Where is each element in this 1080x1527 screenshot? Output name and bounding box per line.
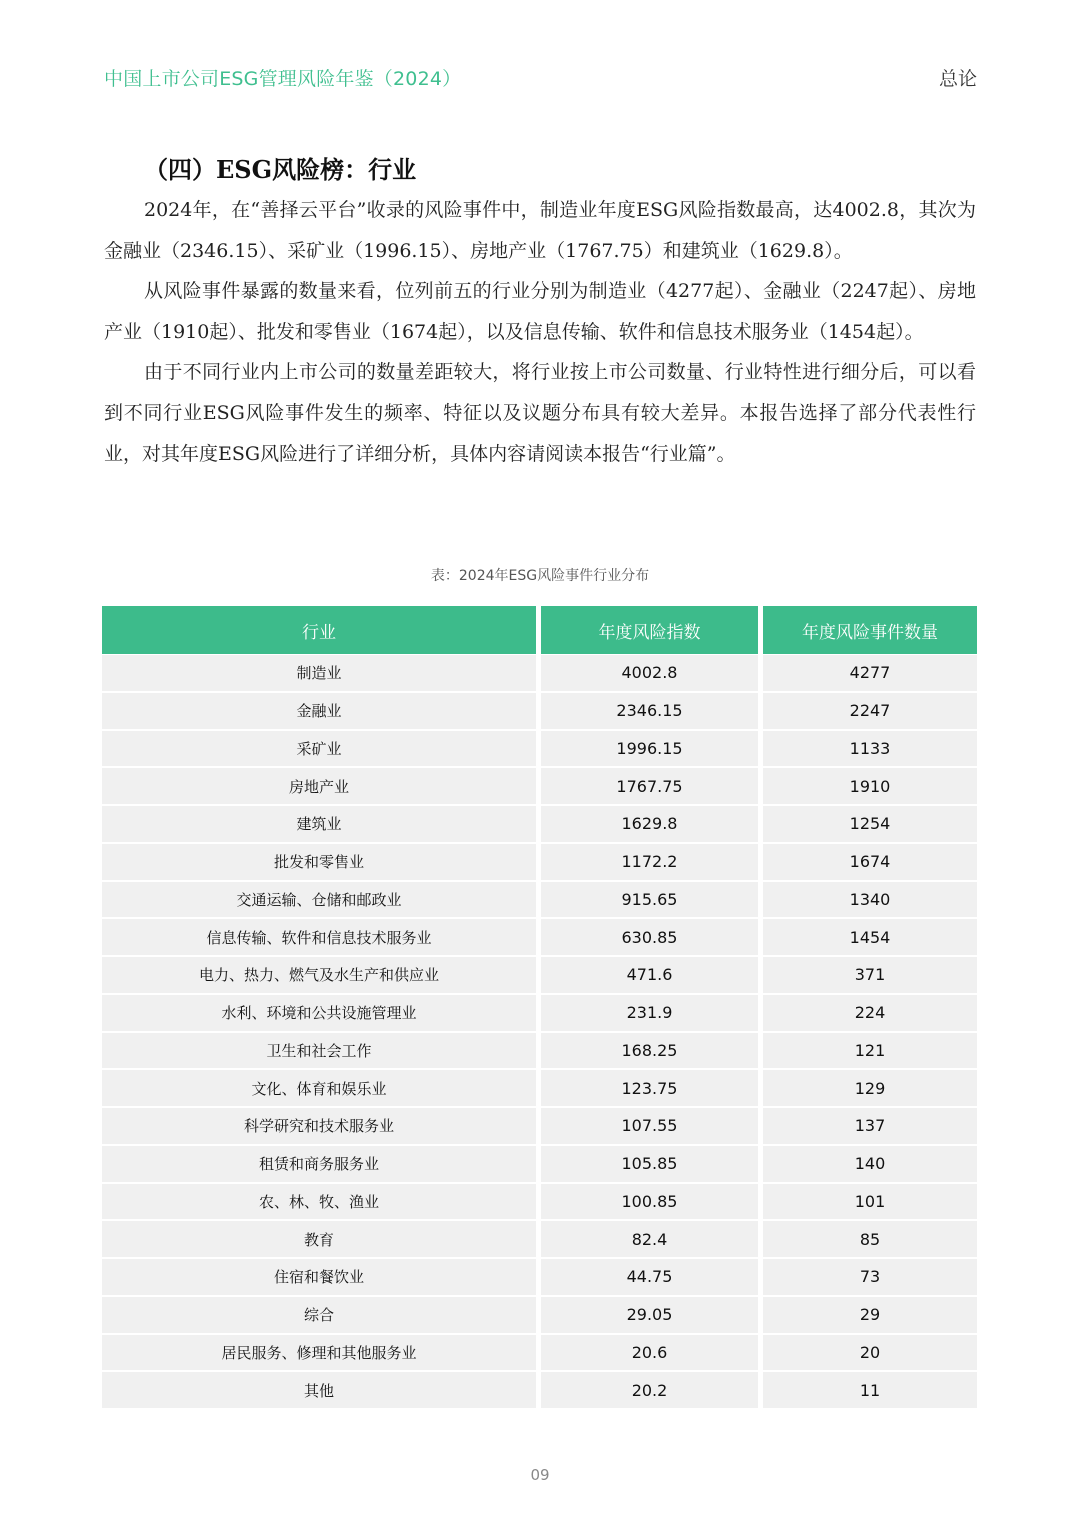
event-count-cell: 371 — [763, 957, 977, 995]
event-count-cell: 1454 — [763, 919, 977, 957]
risk-index-cell: 1172.2 — [541, 844, 758, 882]
risk-index-cell: 1767.75 — [541, 768, 758, 806]
table-row — [102, 1033, 977, 1071]
risk-index-cell: 231.9 — [541, 995, 758, 1033]
table-row — [102, 655, 977, 693]
section-title: （四）ESG风险榜：行业 — [144, 155, 417, 184]
industry-cell: 水利、环境和公共设施管理业 — [102, 995, 536, 1033]
table-row — [102, 1297, 977, 1335]
industry-cell: 房地产业 — [102, 768, 536, 806]
risk-index-cell: 107.55 — [541, 1108, 758, 1146]
risk-index-cell: 1996.15 — [541, 731, 758, 769]
table-row — [102, 806, 977, 844]
event-count-cell: 129 — [763, 1070, 977, 1108]
industry-cell: 信息传输、软件和信息技术服务业 — [102, 919, 536, 957]
risk-index-cell: 105.85 — [541, 1146, 758, 1184]
risk-index-cell: 100.85 — [541, 1184, 758, 1222]
event-count-cell: 1674 — [763, 844, 977, 882]
industry-cell: 农、林、牧、渔业 — [102, 1184, 536, 1222]
event-count-cell: 20 — [763, 1335, 977, 1373]
industry-cell: 租赁和商务服务业 — [102, 1146, 536, 1184]
column-header-event-count: 年度风险事件数量 — [763, 606, 977, 654]
table-row — [102, 1259, 977, 1297]
paragraph-1: 2024年，在“善择云平台”收录的风险事件中，制造业年度ESG风险指数最高，达4002.8，其次为金融业（2346.15）、采矿业（1996.15）、房地产业（1767.75）和建筑业（1629.8）。 — [104, 199, 976, 262]
event-count-cell: 11 — [763, 1372, 977, 1410]
event-count-cell: 121 — [763, 1033, 977, 1071]
table-row — [102, 1108, 977, 1146]
event-count-cell: 101 — [763, 1184, 977, 1222]
event-count-cell: 85 — [763, 1221, 977, 1259]
table-row — [102, 1221, 977, 1259]
industry-cell: 综合 — [102, 1297, 536, 1335]
event-count-cell: 1133 — [763, 731, 977, 769]
table-row — [102, 1372, 977, 1410]
industry-cell: 住宿和餐饮业 — [102, 1259, 536, 1297]
event-count-cell: 137 — [763, 1108, 977, 1146]
table-row — [102, 882, 977, 920]
page-number: 09 — [530, 1466, 550, 1484]
table-row — [102, 693, 977, 731]
industry-cell: 卫生和社会工作 — [102, 1033, 536, 1071]
risk-index-cell: 20.2 — [541, 1372, 758, 1410]
risk-index-cell: 168.25 — [541, 1033, 758, 1071]
industry-cell: 采矿业 — [102, 731, 536, 769]
industry-cell: 居民服务、修理和其他服务业 — [102, 1335, 536, 1373]
risk-index-cell: 44.75 — [541, 1259, 758, 1297]
event-count-cell: 2247 — [763, 693, 977, 731]
risk-index-cell: 915.65 — [541, 882, 758, 920]
event-count-cell: 29 — [763, 1297, 977, 1335]
risk-index-cell: 1629.8 — [541, 806, 758, 844]
industry-cell: 批发和零售业 — [102, 844, 536, 882]
industry-cell: 制造业 — [102, 655, 536, 693]
risk-index-cell: 29.05 — [541, 1297, 758, 1335]
industry-cell: 交通运输、仓储和邮政业 — [102, 882, 536, 920]
industry-cell: 文化、体育和娱乐业 — [102, 1070, 536, 1108]
event-count-cell: 1340 — [763, 882, 977, 920]
table-row — [102, 768, 977, 806]
table-row — [102, 1184, 977, 1222]
risk-index-cell: 471.6 — [541, 957, 758, 995]
event-count-cell: 140 — [763, 1146, 977, 1184]
paragraph-2: 从风险事件暴露的数量来看，位列前五的行业分别为制造业（4277起）、金融业（2247起）、房地产业（1910起）、批发和零售业（1674起），以及信息传输、软件和信息技术服务业（1454起）。 — [104, 280, 976, 343]
risk-index-cell: 82.4 — [541, 1221, 758, 1259]
event-count-cell: 1910 — [763, 768, 977, 806]
industry-cell: 教育 — [102, 1221, 536, 1259]
industry-cell: 科学研究和技术服务业 — [102, 1108, 536, 1146]
column-header-risk-index: 年度风险指数 — [541, 606, 758, 654]
risk-index-cell: 20.6 — [541, 1335, 758, 1373]
risk-index-cell: 4002.8 — [541, 655, 758, 693]
event-count-cell: 224 — [763, 995, 977, 1033]
paragraph-3: 由于不同行业内上市公司的数量差距较大，将行业按上市公司数量、行业特性进行细分后，可以看到不同行业ESG风险事件发生的频率、特征以及议题分布具有较大差异。本报告选择了部分代表性行业，对其年度ESG风险进行了详细分析，具体内容请阅读本报告“行业篇”。 — [104, 361, 976, 465]
industry-cell: 建筑业 — [102, 806, 536, 844]
event-count-cell: 73 — [763, 1259, 977, 1297]
table-row — [102, 1146, 977, 1184]
event-count-cell: 1254 — [763, 806, 977, 844]
industry-cell: 金融业 — [102, 693, 536, 731]
risk-index-cell: 123.75 — [541, 1070, 758, 1108]
table-row — [102, 731, 977, 769]
table-row — [102, 1335, 977, 1373]
table-row — [102, 995, 977, 1033]
table-row — [102, 1070, 977, 1108]
table-row — [102, 919, 977, 957]
table-body — [102, 655, 977, 1410]
column-header-industry: 行业 — [102, 606, 536, 654]
document-header-title: 中国上市公司ESG管理风险年鉴（2024） — [104, 68, 462, 90]
industry-cell: 电力、热力、燃气及水生产和供应业 — [102, 957, 536, 995]
risk-index-cell: 630.85 — [541, 919, 758, 957]
body-text — [104, 190, 976, 474]
table-caption: 表：2024年ESG风险事件行业分布 — [430, 568, 650, 584]
document-header-section: 总论 — [938, 68, 977, 90]
industry-cell: 其他 — [102, 1372, 536, 1410]
table-row — [102, 844, 977, 882]
industry-risk-table — [102, 606, 977, 1410]
risk-index-cell: 2346.15 — [541, 693, 758, 731]
event-count-cell: 4277 — [763, 655, 977, 693]
table-row — [102, 957, 977, 995]
table-header-row — [102, 606, 977, 654]
